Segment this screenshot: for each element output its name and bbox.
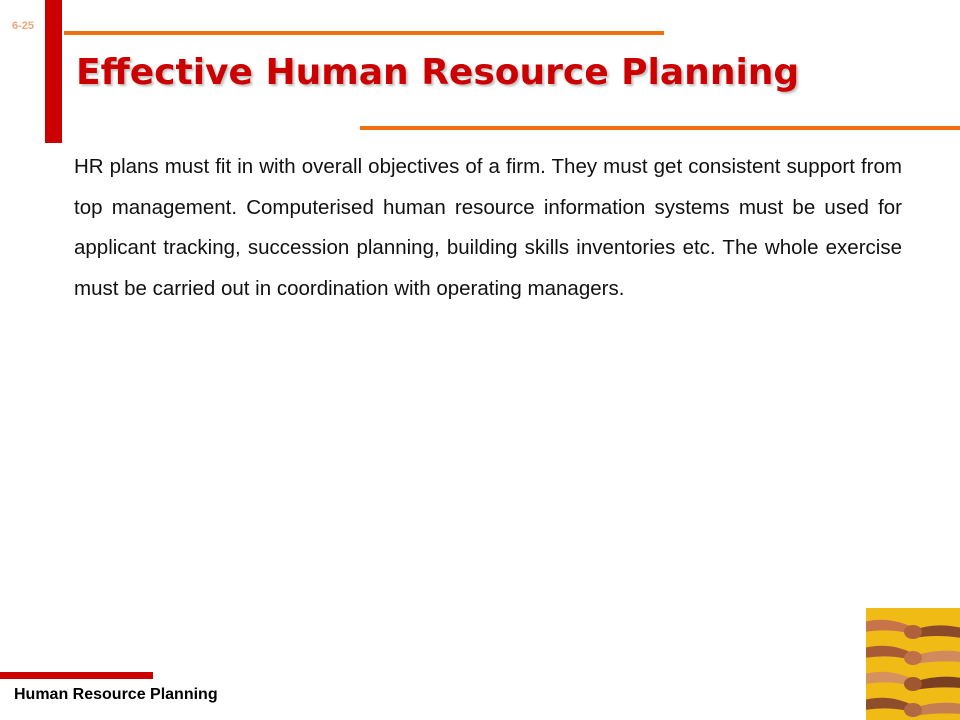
- top-divider-line: [64, 31, 664, 35]
- joined-hands-icon: [866, 608, 960, 720]
- slide-number: 6-25: [12, 20, 35, 32]
- title-accent-bar: [45, 0, 62, 143]
- body-paragraph: HR plans must fit in with overall objectives of a firm. They must get consistent support from top management. Computerised human resource information systems must be used for applicant tracking, succession planning, building skills inventories etc. The whole exercise must be carried out in coordination with operating managers.: [74, 155, 902, 300]
- footer-label: Human Resource Planning: [14, 686, 218, 703]
- footer-accent-bar: [0, 672, 153, 679]
- title-underline: [360, 126, 960, 130]
- slide-title: Effective Human Resource Planning: [76, 52, 800, 93]
